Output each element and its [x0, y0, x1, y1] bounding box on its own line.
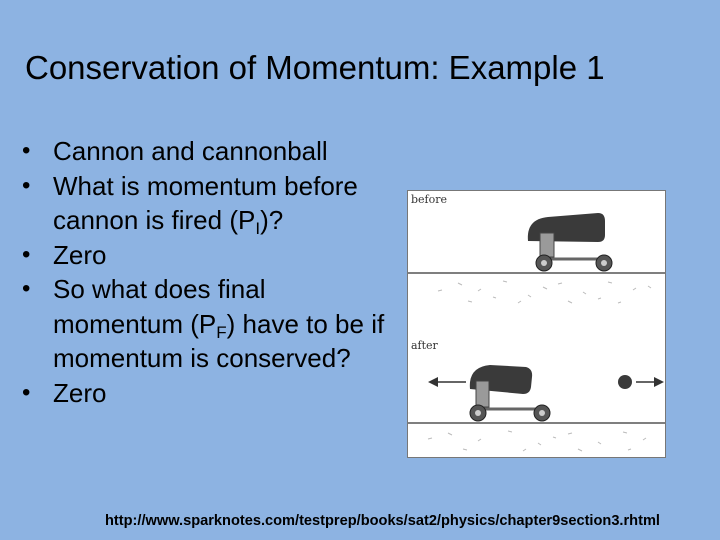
cannon-before: [528, 213, 612, 271]
cannonball-arrow-icon: [636, 377, 664, 387]
bullet-icon: •: [22, 378, 31, 406]
cannon-figure: [407, 190, 666, 458]
source-url: http://www.sparknotes.com/testprep/books/sat2/physics/chapter9section3.rhtml: [105, 513, 660, 529]
recoil-arrow-icon: [428, 377, 466, 387]
slide-title: Conservation of Momentum: Example 1: [25, 49, 605, 86]
bullet-item: [22, 272, 393, 376]
figure-label-after: after: [411, 339, 438, 352]
bullet-text: Zero: [53, 239, 107, 270]
bullet-icon: •: [22, 240, 31, 268]
bullet-list: [22, 134, 422, 410]
after-scene: [408, 365, 665, 451]
bullet-icon: •: [22, 275, 31, 302]
bullet-item: [22, 238, 422, 273]
bullet-text: What is momentum before cannon is fired (P: [53, 170, 358, 235]
ground-texture: [438, 281, 651, 303]
bullet-text-end: ) have to be if momentum is conserved?: [53, 308, 385, 373]
bullet-icon: •: [22, 171, 31, 199]
bullet-item: [22, 134, 422, 169]
cannon-illustration: [408, 191, 665, 457]
bullet-text: So what does final momentum (P: [53, 274, 266, 339]
carriage-icon: [476, 381, 489, 407]
subscript: I: [255, 219, 261, 238]
bullet-text: Cannon and cannonball: [53, 136, 328, 166]
bullet-item: [22, 169, 422, 238]
before-scene: [408, 213, 665, 303]
carriage-icon: [540, 233, 554, 257]
bullet-text: Zero: [53, 377, 107, 408]
bullet-icon: •: [22, 137, 31, 164]
cannon-after: [470, 365, 550, 421]
bullet-item: [22, 376, 422, 411]
cannon-barrel-icon: [528, 213, 605, 242]
bullet-text-end: )?: [260, 205, 284, 235]
subscript: F: [216, 322, 227, 342]
figure-label-before: before: [411, 193, 448, 206]
cannonball-icon: [618, 375, 632, 389]
ground-texture: [428, 431, 646, 451]
